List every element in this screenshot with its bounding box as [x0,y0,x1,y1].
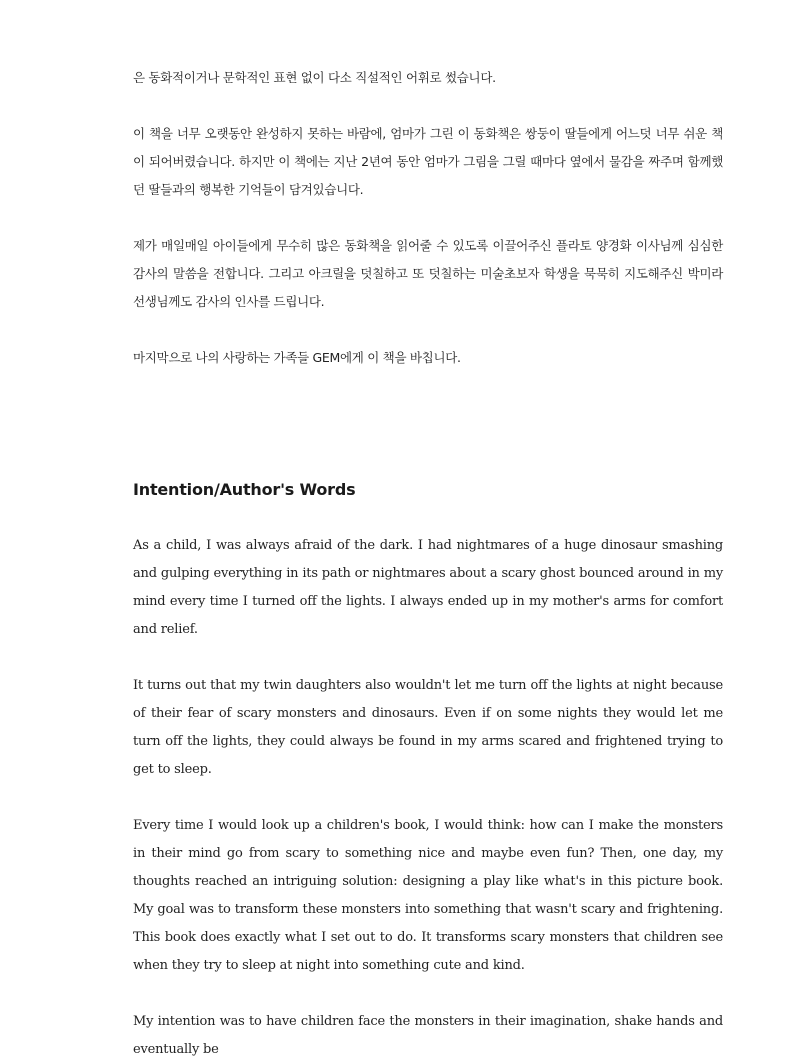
section-heading: Intention/Author's Words [133,480,356,499]
section-spacer [133,372,723,476]
english-paragraph-3: Every time I would look up a children's book, I would think: how can I make the monsters in their mind go from scary to something nice and maybe even fun? Then, one day, my thoughts reached an intriguing solution: designing a play like what's in this picture book. My goal was to transform these monsters into something that wasn't scary and frightening. This book does exactly what I set out to do. It transforms scary monsters that children see when they try to sleep at night into something cute and kind. [133,818,723,973]
korean-paragraph-1: 은 동화적이거나 문학적인 표현 없이 다소 직설적인 어휘로 썼습니다. [133,70,496,85]
spacer [133,980,723,1008]
spacer [133,204,723,232]
korean-paragraph-4: 마지막으로 나의 사랑하는 가족들 GEM에게 이 책을 바칩니다. [133,350,461,365]
english-paragraph-1: As a child, I was always afraid of the dark. I had nightmares of a huge dinosaur smashing and gulping everything in its path or nightmares about a scary ghost bounced around in my mind every time I turned off the lights. I always ended up in my mother's arms for comfort and relief. [133,538,723,637]
spacer [133,92,723,120]
spacer [133,644,723,672]
spacer [133,504,723,532]
english-paragraph-4: My intention was to have children face the monsters in their imagination, shake hands and eventually be [133,1014,723,1057]
korean-paragraph-2: 이 책을 너무 오랫동안 완성하지 못하는 바람에, 엄마가 그린 이 동화책은 쌍둥이 딸들에게 어느덧 너무 쉬운 책이 되어버렸습니다. 하지만 이 책에는 지난 2년여 동안 엄마가 그림을 그릴 때마다 옆에서 물감을 짜주며 함께했던 딸들과의 행복한 기억들이 담겨있습니다. [133,126,723,197]
document-page [133,64,723,1064]
english-paragraph-2: It turns out that my twin daughters also wouldn't let me turn off the lights at night because of their fear of scary monsters and dinosaurs. Even if on some nights they would let me turn off the lights, they could always be found in my arms scared and frightened trying to get to sleep. [133,678,723,777]
spacer [133,784,723,812]
spacer [133,316,723,344]
korean-paragraph-3: 제가 매일매일 아이들에게 무수히 많은 동화책을 읽어줄 수 있도록 이끌어주신 플라토 양경화 이사님께 심심한 감사의 말씀을 전합니다. 그리고 아크릴을 덧칠하고 또 덧칠하는 미술초보자 학생을 묵묵히 지도해주신 박미라 선생님께도 감사의 인사를 드립니다. [133,238,723,309]
